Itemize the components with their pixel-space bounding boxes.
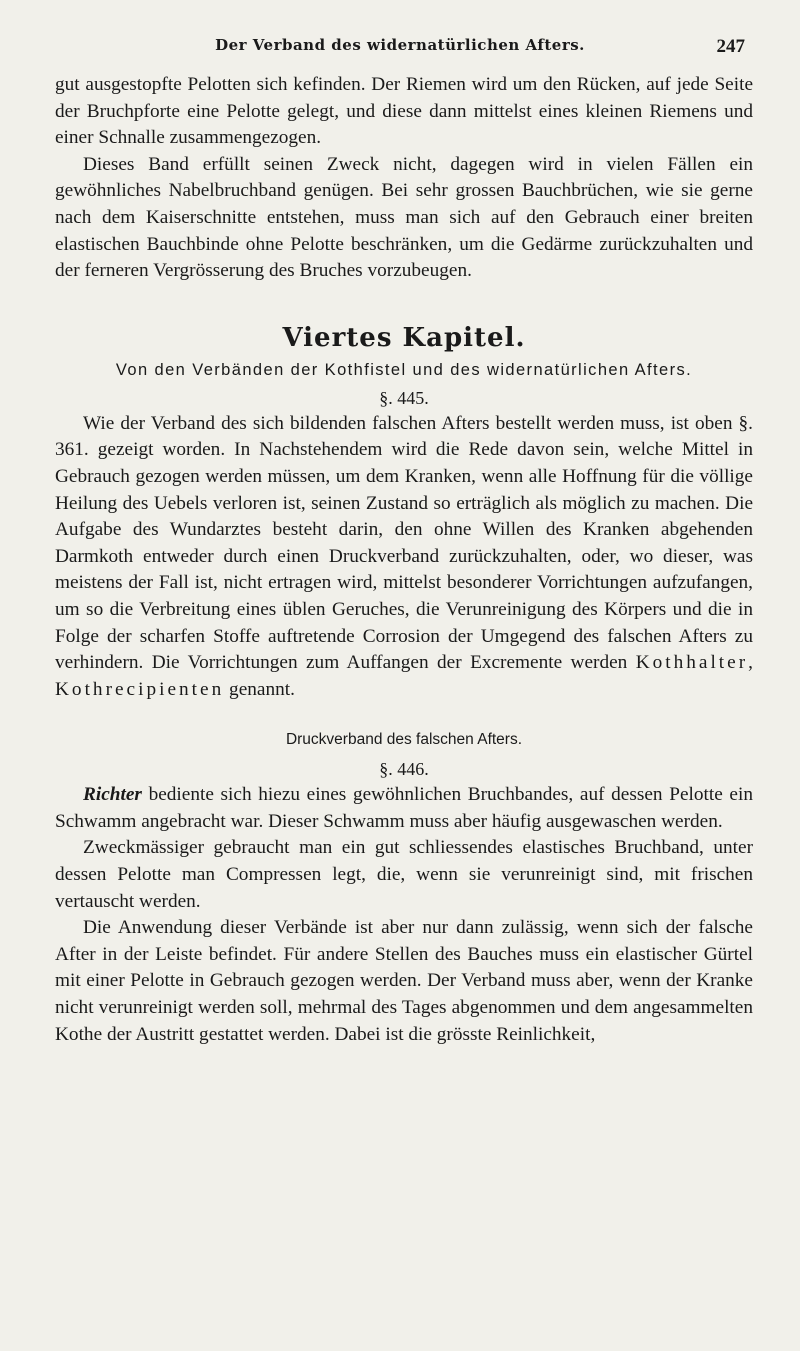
- section-number-445: §. 445.: [379, 387, 429, 408]
- section-445-main: Wie der Verband des sich bildenden falschen Afters bestellt werden muss, ist oben §. 361. gezeigt worden. In Nachstehendem wird die Rede davon sein, welche Mittel in Gebrauch gezogen werden müssen, um dem Kranken, wenn alle Hoffnung für die völlige Heilung des Uebels verloren ist, seinen Zustand so erträglich als möglich zu machen. Die Aufgabe des Wundarztes besteht darin, den ohne Willen des Kranken abgehenden Darmkoth entweder durch einen Druckverband zurückzuhalten, oder, wo dieser, was meistens der Fall ist, nicht ertragen wird, mittelst besonderer Vorrichtungen aufzufangen, um so die Verbreitung eines üblen Geruches, die Verunreinigung des Körpers und die in Folge der scharfen Stoffe auftretende Corrosion der Umgegend des falschen Afters zu verhindern. Die Vorrichtungen zum Auffangen der Excremente werden: [55, 412, 753, 674]
- paragraph: Dieses Band erfüllt seinen Zweck nicht, dagegen wird in vielen Fällen ein gewöhnliches Nabelbruchband genügen. Bei sehr grossen Bauchbrüchen, wie sie gerne nach dem Kaiserschnitte entstehen, muss man sich auf den Gebrauch einer breiten elastischen Bauchbinde ohne Pelotte beschränken, um die Gedärme zurückzuhalten und der ferneren Vergrösserung des Bruches vorzubeugen.: [55, 153, 753, 282]
- chapter-title: Viertes Kapitel.: [282, 322, 526, 353]
- body-text: [55, 72, 753, 1048]
- author-name: Richter: [83, 784, 142, 806]
- section-heading: Druckverband des falschen Afters.: [285, 731, 523, 749]
- section-446-paragraph-1: [55, 782, 753, 835]
- section-446-paragraph-2: Zweckmässiger gebraucht man ein gut schliessendes elastisches Bruchband, unter dessen Pelotte man Compressen legt, die, wenn sie verunreinigt sind, mit frischen vertauscht werden.: [55, 837, 753, 912]
- section-445-end: genannt.: [229, 678, 295, 700]
- running-head: [55, 36, 745, 60]
- running-head-title: Der Verband des widernatürlichen Afters.: [215, 36, 585, 54]
- section-446-text: bediente sich hiezu eines gewöhnlichen Bruchbandes, auf dessen Pelotte ein Schwamm angebracht war. Dieser Schwamm muss aber häufig ausgewaschen werden.: [55, 784, 753, 832]
- section-445-text: Wie der Verband des sich bildenden falschen Afters bestellt werden muss, ist oben §. 361. gezeigt worden. In Nachstehendem wird die Rede davon sein, welche Mittel in Gebrauch gezogen werden müssen, um dem Kranken, wenn alle Hoffnung für die völlige Heilung des Uebels verloren ist, seinen Zustand so erträglich als möglich zu machen. Die Aufgabe des Wundarztes besteht darin, den ohne Willen des Kranken abgehenden Darmkoth entweder durch einen Druckverband zurückzuhalten, oder, wo dieser, was meistens der Fall ist, nicht ertragen wird, mittelst besonderer Vorrichtungen aufzufangen, um so die Verbreitung eines üblen Geruches, die Verunreinigung des Körpers und die in Folge der scharfen Stoffe auftretende Corrosion der Umgegend des falschen Afters zu verhindern. Die Vorrichtungen zum Auffangen der Excremente werden Kothhalter, Kothrecipienten genannt.: [55, 412, 753, 700]
- term-kothrecipienten: Kothrecipienten: [55, 678, 225, 700]
- section-number-446: §. 446.: [379, 759, 429, 780]
- term-kothhalter: Kothhalter: [635, 652, 749, 674]
- paragraph-continued: gut ausgestopfte Pelotten sich kefinden. Der Riemen wird um den Rücken, auf jede Seite der Bruchpforte eine Pelotte gelegt, und diese dann mittelst eines kleinen Riemens und einer Schnalle zusammengezogen.: [55, 74, 753, 149]
- page-number: 247: [716, 36, 745, 57]
- section-446-paragraph-3: Die Anwendung dieser Verbände ist aber nur dann zulässig, wenn sich der falsche After in der Leiste befindet. Für andere Stellen des Bauches muss ein elastischer Gürtel mit einer Pelotte in Gebrauch gezogen werden. Der Verband muss aber, wenn der Kranke nicht verunreinigt werden soll, mehrmal des Tages abgenommen und dem angesammelten Kothe der Austritt gestattet werden. Dabei ist die grösste Reinlichkeit,: [55, 917, 753, 1045]
- chapter-subtitle: Von den Verbänden der Kothfistel und des widernatürlichen Afters.: [115, 360, 693, 379]
